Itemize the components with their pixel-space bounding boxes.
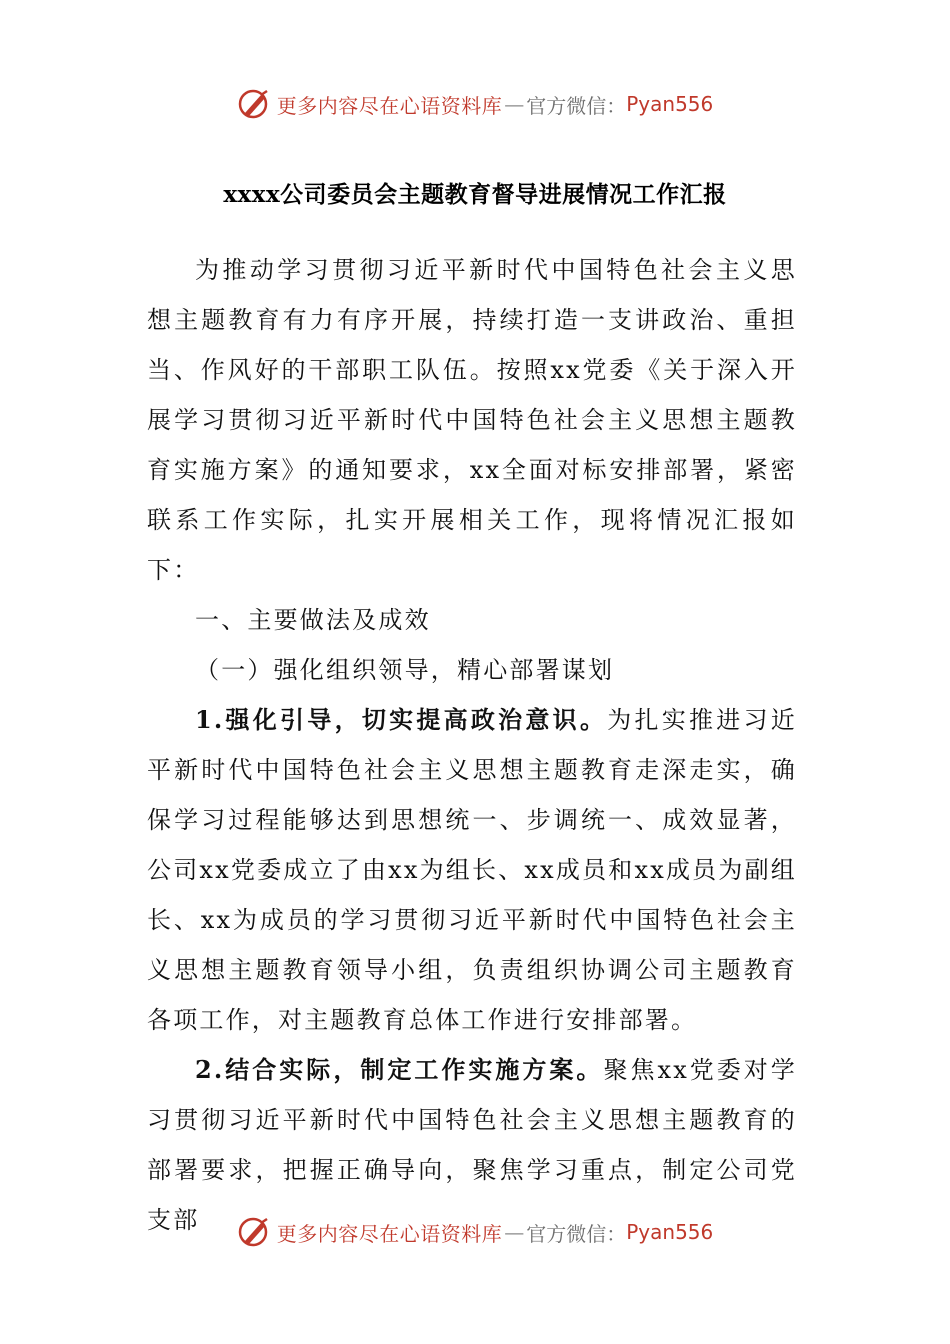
watermark-id: Pyan556	[626, 1220, 714, 1244]
watermark-dash: —	[504, 92, 525, 116]
watermark-main-text: 更多内容尽在心语资料库	[276, 93, 503, 118]
document-title: xxxx公司委员会主题教育督导进展情况工作汇报	[223, 181, 727, 208]
subsection-heading: （一）强化组织领导，精心部署谋划	[195, 656, 615, 684]
intro-paragraph: 为推动学习贯彻习近平新时代中国特色社会主义思想主题教育有力有序开展，持续打造一支讲政治、重担当、作风好的干部职工队伍。按照xx党委《关于深入开展学习贯彻习近平新时代中国特色社会主义思想主题教育实施方案》的通知要求，xx全面对标安排部署，紧密联系工作实际，扎实开展相关工作，现将情况汇报如下：	[147, 256, 797, 584]
watermark-dash: —	[504, 1220, 525, 1244]
watermark-footer	[0, 1210, 950, 1254]
watermark-header	[0, 82, 950, 126]
pen-logo-icon	[237, 87, 271, 121]
item-1-lead: 1.强化引导，切实提高政治意识。	[195, 705, 608, 734]
document-body	[147, 245, 797, 1245]
item-1-paragraph	[147, 695, 797, 1045]
watermark-id: Pyan556	[626, 92, 714, 116]
section-heading: 一、主要做法及成效	[195, 606, 431, 634]
watermark-suffix: 官方微信：	[526, 1221, 627, 1246]
item-2-lead: 2.结合实际，制定工作实施方案。	[195, 1055, 604, 1084]
watermark-main-text: 更多内容尽在心语资料库	[276, 1221, 503, 1246]
pen-logo-icon	[237, 1215, 271, 1249]
watermark-suffix: 官方微信：	[526, 93, 627, 118]
item-1-text: 为扎实推进习近平新时代中国特色社会主义思想主题教育走深走实，确保学习过程能够达到思想统一、步调统一、成效显著，公司xx党委成立了由xx为组长、xx成员和xx成员为副组长、xx为成员的学习贯彻习近平新时代中国特色社会主义思想主题教育领导小组，负责组织协调公司主题教育各项工作，对主题教育总体工作进行安排部署。	[147, 706, 797, 1034]
item-2-text: 聚焦xx党委对学习贯彻习近平新时代中国特色社会主义思想主题教育的部署要求，把握正确导向，聚焦学习重点，制定公司党支部	[147, 1056, 797, 1234]
